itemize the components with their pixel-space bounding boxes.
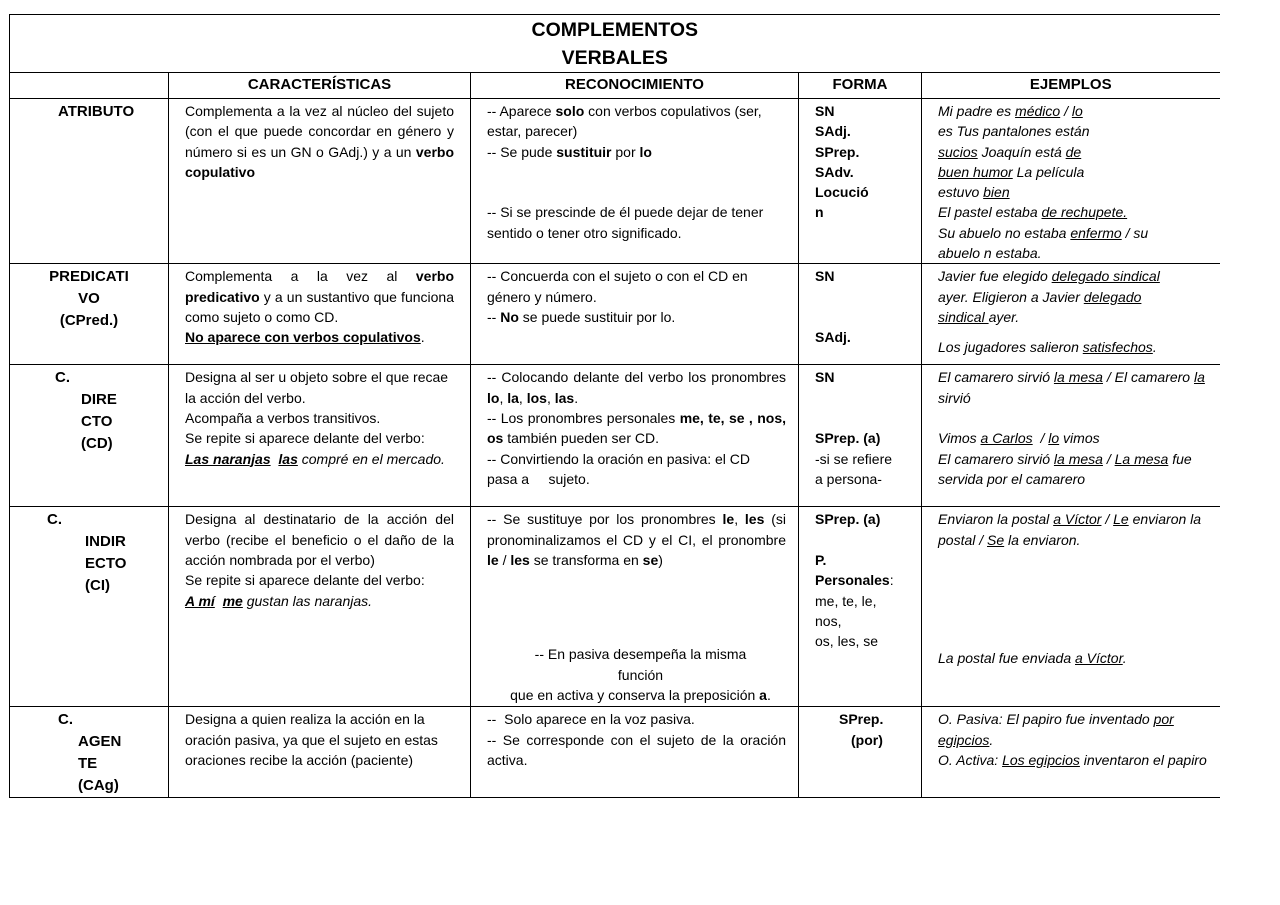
text-directo-car-l3: Se repite si aparece delante del verbo: <box>185 430 425 447</box>
text-atributo-ej-e3c: de <box>1065 143 1082 160</box>
text-directo-rec-l1g: , <box>546 389 555 406</box>
text-agente-rec-l1: -- Solo aparece en la voz pasiva. <box>487 711 695 728</box>
rec-predicativo <box>471 264 799 365</box>
header-ejemplos: EJEMPLOS <box>922 73 1220 99</box>
text-span <box>185 591 454 611</box>
row-predicativo <box>10 264 1220 365</box>
header-caracteristicas: CARACTERÍSTICAS <box>169 73 471 99</box>
text-span <box>938 202 1214 222</box>
table-title <box>10 15 1220 73</box>
text-indirecto-rec-l1j: se <box>642 551 659 568</box>
text-predicativo-ej-e4c: . <box>1152 339 1157 356</box>
text-indirecto-rec-l2: -- En pasiva desempeña la misma función <box>534 646 747 683</box>
text-indirecto-forma-f5: os, les, se <box>815 633 879 650</box>
title-row <box>10 15 1220 73</box>
text-atributo-rec-l3: -- Si se prescinde de él puede dejar de tener sentido o tener otro significado. <box>487 204 764 241</box>
text-directo-rec-l3: -- Convirtiendo la oración en pasiva: el CD <box>487 450 751 467</box>
text-indirecto-rec-l1b: le <box>722 511 735 528</box>
rec-indirecto <box>471 507 799 707</box>
text-directo-ej-e1b: la mesa <box>1053 369 1103 386</box>
text-indirecto-forma-f3: Personales <box>815 572 890 589</box>
text-indirecto-ej-e1e: enviaron la postal / <box>938 511 1202 548</box>
text-span <box>938 509 1214 550</box>
text-span <box>487 162 786 182</box>
text-predicativo-ej-e1a: Javier fue elegido <box>938 268 1052 285</box>
text-directo-forma-f1: SN <box>815 369 835 386</box>
text-directo-ej-e3e: fue servida por el camarero <box>938 450 1192 487</box>
text-indirecto-label3: ECTO <box>85 555 127 573</box>
text-agente-label3: TE <box>78 755 98 773</box>
text-directo-rec-l1a: -- Colocando delante del verbo los pronombres <box>487 369 786 386</box>
text-span <box>938 750 1214 770</box>
text-agente-ej-e2a: O. Activa: <box>938 751 1003 768</box>
text-directo-forma-f2: SPrep. (a) <box>815 430 881 447</box>
label-atributo <box>10 99 169 264</box>
text-atributo-ej-e6b: de rechupete. <box>1041 204 1128 221</box>
text-directo-ej-e1d: la <box>1193 369 1205 386</box>
text-atributo-rec-l1b: solo <box>555 103 585 119</box>
text-indirecto-forma-f2: P. <box>815 551 827 568</box>
text-atributo-ej-e7b: enfermo <box>1070 224 1122 241</box>
text-span <box>938 307 1214 327</box>
text-directo-ej-e2e: vimos <box>1059 430 1100 447</box>
text-predicativo-car-t2: y a un sustantivo que funciona como sujeto o como CD. <box>185 288 454 325</box>
text-agente-label4: (CAg) <box>78 777 119 795</box>
ejemplos-agente <box>922 707 1220 798</box>
text-atributo-ej-e1d: lo <box>1071 103 1083 119</box>
text-directo-ej-e1c: / El camarero <box>1102 369 1194 386</box>
text-atributo-ej-e4b: La película <box>1012 163 1085 180</box>
text-indirecto-rec-l1f: le <box>487 551 499 568</box>
text-atributo-car-t1: Complementa a la vez al núcleo del sujeto (con el que puede concordar en género y número si es un GN o GAdj.) y a un <box>185 103 454 160</box>
text-indirecto-rec-l3c: . <box>766 687 771 704</box>
text-predicativo-ej-e4a: Los jugadores salieron <box>938 339 1083 356</box>
complementos-table <box>9 14 1220 798</box>
forma-predicativo <box>799 264 922 365</box>
rec-atributo <box>471 99 799 264</box>
text-span <box>495 644 786 705</box>
text-atributo-ej-e5b: bien <box>983 184 1010 201</box>
text-span <box>487 509 786 570</box>
text-indirecto-forma-f4: me, te, le, nos, <box>815 592 877 629</box>
text-agente-ej-e1a: O. Pasiva: El papiro fue inventado <box>938 711 1154 728</box>
text-span <box>495 685 786 705</box>
text-agente-car-l2: oraciones recibe la acción (paciente) <box>185 751 414 768</box>
text-directo-rec-l1h: las <box>554 389 575 406</box>
text-indirecto-ej-e1d: Le <box>1113 511 1129 528</box>
text-span <box>938 142 1214 162</box>
text-predicativo-rec-l2a: -- <box>487 308 501 325</box>
text-directo-label2: DIRE <box>81 391 117 409</box>
text-span <box>815 307 917 327</box>
text-predicativo-ej-e2b: delegado <box>1083 288 1142 305</box>
text-atributo-ej-e4a: buen humor <box>938 163 1013 180</box>
text-atributo-rec-l1c: con verbos copulativos (ser, estar, parecer) <box>487 103 762 140</box>
text-directo-rec-l1c: , <box>499 389 508 406</box>
text-span <box>815 530 917 550</box>
text-atributo-ej-e3b: Joaquín está <box>977 143 1066 160</box>
forma-agente <box>799 707 922 798</box>
text-directo-ej-e2c: / <box>1032 430 1049 447</box>
text-atributo-ej-e1c: / <box>1060 103 1072 119</box>
text-directo-rec-l4: pasa a sujeto. <box>487 470 590 487</box>
forma-directo <box>799 365 922 507</box>
text-indirecto-car-l2: Se repite si aparece delante del verbo: <box>185 572 425 589</box>
text-predicativo-forma-f1: SN <box>815 268 835 285</box>
car-atributo <box>169 99 471 264</box>
text-span <box>938 449 1214 490</box>
text-span <box>938 162 1214 182</box>
text-directo-rec-l2b: me, te, se , nos, os <box>487 409 786 447</box>
row-atributo <box>10 99 1220 264</box>
text-directo-ej-e3a: El camarero sirvió <box>938 450 1054 467</box>
text-span <box>815 388 917 408</box>
text-indirecto-ej-e1a: Enviaron la postal <box>938 511 1054 528</box>
text-indirecto-rec-l1e: (si pronominalizamos el CD y el CI, el pronombre <box>487 511 786 548</box>
text-indirecto-ej-e1f: Se <box>987 531 1005 548</box>
rec-agente <box>471 707 799 798</box>
text-span <box>938 327 1214 337</box>
text-span <box>938 101 1214 121</box>
text-indirecto-forma-f1: SPrep. (a) <box>815 511 881 528</box>
text-indirecto-rec-l1i: se transforma en <box>529 551 643 568</box>
ejemplos-predicativo <box>922 264 1220 365</box>
forma-indirecto <box>799 507 922 707</box>
text-span <box>815 570 917 590</box>
text-agente-label2: AGEN <box>78 733 122 751</box>
text-predicativo-rec-l2c: se puede sustituir por lo. <box>518 308 676 325</box>
label-indirecto <box>10 507 169 707</box>
text-directo-car-l4a: Las naranjas <box>185 450 271 467</box>
text-indirecto-rec-l1h: les <box>510 551 530 568</box>
text-span <box>938 287 1214 307</box>
text-predicativo-rec-l2b: No <box>500 308 519 325</box>
text-directo-rec-l1f: los <box>526 389 547 406</box>
text-indirecto-rec-l1a: -- Se sustituye por los pronombres <box>487 511 723 528</box>
text-predicativo-ej-e3b: ayer. <box>988 308 1020 325</box>
text-predicativo-car-bu1: No aparece con verbos copulativos <box>185 329 421 346</box>
text-span <box>815 287 917 307</box>
text-predicativo-car-b1: verbo predicativo <box>185 268 454 305</box>
text-directo-rec-l1i: . <box>574 389 579 406</box>
text-agente-ej-e1c: . <box>989 731 994 748</box>
text-span <box>938 367 1214 408</box>
text-predicativo-label1: PREDICATI <box>49 268 129 286</box>
text-span <box>938 709 1214 750</box>
text-predicativo-car-t1: Complementa a la vez al <box>185 268 416 285</box>
text-span <box>487 101 786 142</box>
text-atributo-forma-f6: n <box>815 204 824 221</box>
text-directo-ej-e1a: El camarero sirvió <box>938 369 1054 386</box>
header-empty <box>10 73 169 99</box>
label-predicativo <box>10 264 169 365</box>
text-indirecto-ej-e1c: / <box>1101 511 1114 528</box>
text-indirecto-label1: C. <box>47 511 62 529</box>
text-directo-ej-e1e: sirvió <box>938 389 971 406</box>
text-predicativo-label2: VO <box>78 290 100 308</box>
text-directo-label1: C. <box>55 369 70 387</box>
text-span <box>185 327 454 347</box>
text-directo-ej-e3c: / <box>1102 450 1115 467</box>
text-atributo-rec-l2d: lo <box>639 143 652 160</box>
text-agente-ej-e1b: por egipcios <box>938 711 1174 748</box>
text-span <box>938 182 1214 202</box>
text-span <box>938 266 1214 286</box>
text-span <box>938 408 1214 428</box>
text-atributo-ej-e2a: es Tus pantalones están <box>938 123 1090 140</box>
text-directo-ej-e3b: la mesa <box>1053 450 1103 467</box>
header-reconocimiento: RECONOCIMIENTO <box>471 73 799 99</box>
text-atributo-ej-e1b: médico <box>1015 103 1061 119</box>
text-directo-car-l2: Acompaña a verbos transitivos. <box>185 409 381 426</box>
car-agente <box>169 707 471 798</box>
text-agente-car-l1: Designa a quien realiza la acción en la oración pasiva, ya que el sujeto en estas <box>185 711 438 748</box>
text-span <box>938 337 1214 357</box>
text-atributo-rec-l1a: -- Aparece <box>487 103 556 119</box>
text-directo-rec-l1d: la <box>507 389 519 406</box>
text-agente-ej-e2c: inventaron el papiro <box>1079 751 1207 768</box>
text-atributo-forma-f4: SAdv. <box>815 163 854 180</box>
text-predicativo-ej-e4b: satisfechos <box>1082 339 1153 356</box>
text-indirecto-rec-l1d: les <box>744 511 765 528</box>
text-indirecto-rec-l3b: a <box>759 687 767 704</box>
ejemplos-atributo <box>922 99 1220 264</box>
row-agente <box>10 707 1220 798</box>
text-directo-forma-f3: -si se refiere a persona- <box>815 450 893 487</box>
text-atributo-ej-e8a: abuelo n estaba. <box>938 245 1042 262</box>
text-indirecto-car-l3c: gustan las naranjas. <box>242 592 373 609</box>
text-indirecto-label2: INDIR <box>85 533 126 551</box>
text-directo-label4: (CD) <box>81 435 113 453</box>
text-atributo-rec-l2b: sustituir <box>556 143 612 160</box>
text-indirecto-ej-e2a: La postal fue enviada <box>938 650 1075 667</box>
label-directo <box>10 365 169 507</box>
text-directo-label3: CTO <box>81 413 113 431</box>
text-atributo-ej-e7a: Su abuelo no estaba <box>938 224 1071 241</box>
text-indirecto-label4: (CI) <box>85 577 110 595</box>
text-span <box>185 449 454 469</box>
text-indirecto-ej-e2c: . <box>1122 650 1127 667</box>
text-atributo-forma-f5: Locució <box>815 184 869 201</box>
car-predicativo <box>169 264 471 365</box>
text-atributo-ej-e1a: Mi padre es <box>938 103 1016 119</box>
ejemplos-indirecto <box>922 507 1220 707</box>
text-indirecto-rec-l1c: , <box>734 511 745 528</box>
title-line-1: COMPLEMENTOS <box>531 19 698 41</box>
row-directo <box>10 365 1220 507</box>
text-atributo-rec-l2a: -- Se pude <box>487 143 557 160</box>
text-directo-rec-l1b: lo <box>487 389 500 406</box>
text-span <box>487 182 786 202</box>
text-indirecto-rec-l1g: / <box>498 551 511 568</box>
text-indirecto-rec-l1k: ) <box>658 551 663 568</box>
text-indirecto-car-l1: Designa al destinatario de la acción del verbo (recibe el beneficio o el daño de la acción nombrada por el verbo) <box>185 511 454 568</box>
text-agente-rec-l2: -- Se corresponde con el sujeto de la oración activa. <box>487 731 786 768</box>
text-agente-forma-f1: SPrep. <box>839 711 884 728</box>
text-atributo-forma-f3: SPrep. <box>815 143 860 160</box>
text-predicativo-ej-e1b: delegado sindical <box>1051 268 1160 285</box>
text-span <box>938 648 1127 668</box>
text-atributo-car-b1: verbo copulativo <box>185 143 454 180</box>
text-directo-car-l1: Designa al ser u objeto sobre el que recae la acción del verbo. <box>185 369 449 406</box>
text-directo-rec-l2a: -- Los pronombres personales <box>487 409 680 426</box>
text-predicativo-ej-e3a: sindical <box>938 308 989 325</box>
label-atributo-text: ATRIBUTO <box>58 103 135 120</box>
text-directo-ej-e2d: lo <box>1048 430 1060 447</box>
header-row <box>10 73 1220 99</box>
text-indirecto-ej-e1b: a Víctor <box>1053 511 1102 528</box>
text-directo-car-l4b: las <box>278 450 298 467</box>
text-span <box>487 408 786 449</box>
text-atributo-ej-e3a: sucios <box>938 143 978 160</box>
text-directo-car-l4c: compré en el mercado. <box>297 450 445 467</box>
text-directo-ej-e2a: Vimos <box>938 430 981 447</box>
text-atributo-forma-f1: SN <box>815 103 835 119</box>
label-agente <box>10 707 169 798</box>
text-indirecto-forma-f3b: : <box>889 572 894 589</box>
text-predicativo-ej-e2a: ayer. Eligieron a Javier <box>938 288 1084 305</box>
ejemplos-directo <box>922 365 1220 507</box>
text-atributo-ej-e7c: / su <box>1121 224 1149 241</box>
text-span <box>487 367 786 408</box>
rec-directo <box>471 365 799 507</box>
text-directo-ej-e2b: a Carlos <box>980 430 1033 447</box>
title-line-2: VERBALES <box>561 47 668 69</box>
row-indirecto <box>10 507 1220 707</box>
text-agente-forma-f2: (por) <box>851 731 883 748</box>
text-predicativo-label3: (CPred.) <box>59 312 119 330</box>
text-agente-ej-e2b: Los egipcios <box>1002 751 1080 768</box>
text-atributo-rec-l2c: por <box>611 143 640 160</box>
text-predicativo-rec-l1: -- Concuerda con el sujeto o con el CD en género y número. <box>487 268 748 305</box>
text-directo-rec-l1e: , <box>518 389 527 406</box>
header-forma: FORMA <box>799 73 922 99</box>
text-directo-ej-e3d: La mesa <box>1114 450 1169 467</box>
text-span <box>815 408 917 428</box>
text-span <box>938 428 1214 448</box>
text-directo-rec-l2c: también pueden ser CD. <box>503 430 659 447</box>
car-directo <box>169 365 471 507</box>
text-span <box>487 307 786 327</box>
text-indirecto-car-l3b: me <box>222 592 243 609</box>
text-indirecto-rec-l3a: que en activa y conserva la preposición <box>510 687 760 704</box>
text-predicativo-car-t3: . <box>420 329 425 346</box>
text-indirecto-ej-e2b: a Víctor <box>1075 650 1123 667</box>
text-predicativo-forma-f2: SAdj. <box>815 329 851 346</box>
text-atributo-forma-f2: SAdj. <box>815 123 851 140</box>
text-atributo-ej-e6a: El pastel estaba <box>938 204 1042 221</box>
text-agente-label1: C. <box>58 711 73 729</box>
text-span <box>938 223 1214 243</box>
text-atributo-ej-e5a: estuvo <box>938 184 984 201</box>
forma-atributo <box>799 99 922 264</box>
text-indirecto-car-l3a: A mí <box>185 592 215 609</box>
text-span <box>487 142 786 162</box>
text-indirecto-ej-e1g: la enviaron. <box>1004 531 1081 548</box>
car-indirecto <box>169 507 471 707</box>
